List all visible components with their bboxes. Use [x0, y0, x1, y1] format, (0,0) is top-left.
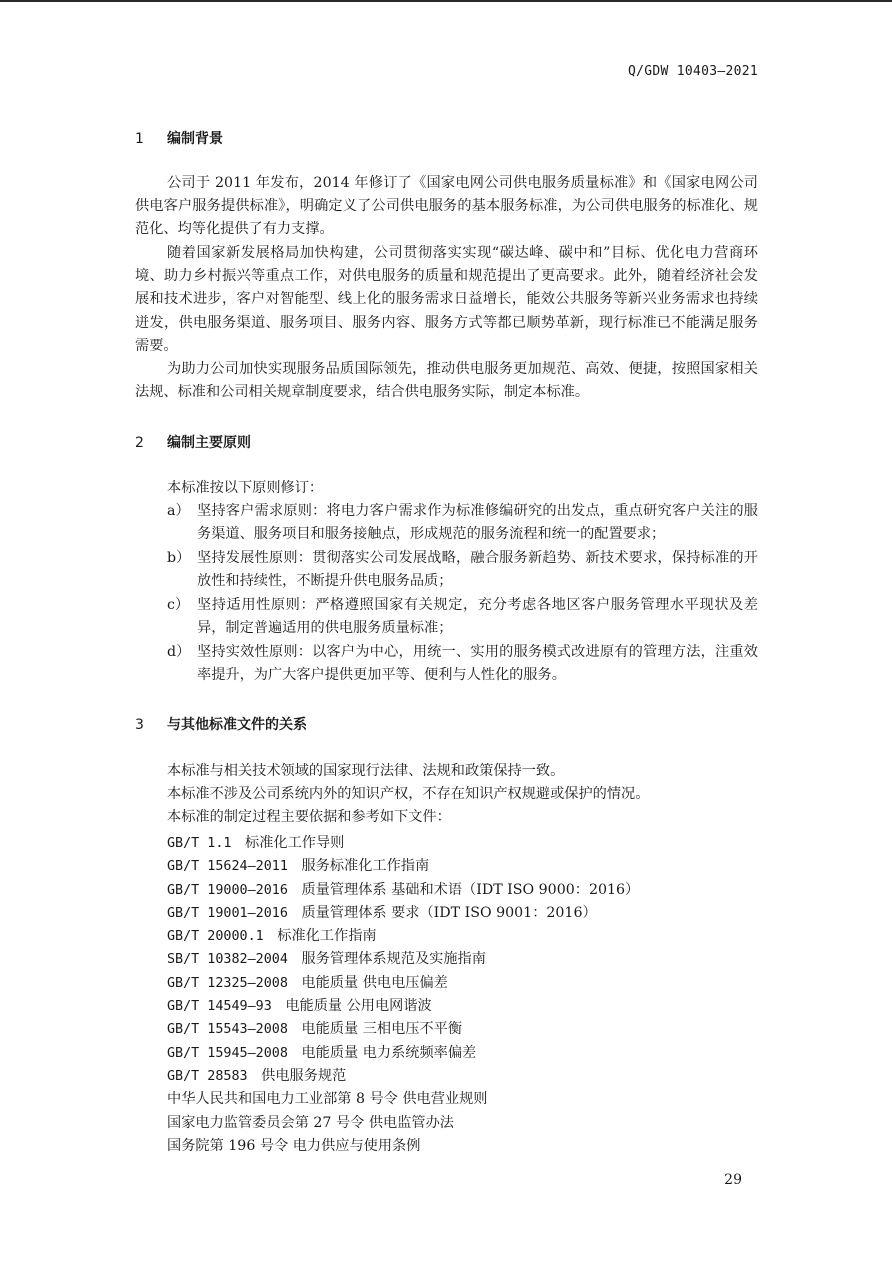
reference-code: GB/T 19001—2016 [167, 905, 288, 921]
reference-item [167, 1088, 639, 1111]
list-item-text: 坚持适用性原则：严格遵照国家有关规定，充分考虑各地区客户服务管理水平现状及差异，制定普遍适用的供电服务质量标准； [197, 597, 758, 637]
reference-code: GB/T 15624—2011 [167, 859, 288, 875]
list-item [167, 641, 758, 687]
section-title: 与其他标准文件的关系 [167, 717, 307, 733]
body-line: 本标准的制定过程主要依据和参考如下文件： [167, 809, 451, 825]
reference-code: GB/T 19000—2016 [167, 882, 288, 898]
reference-title: 电能质量 公用电网谐波 [285, 998, 432, 1015]
reference-code: GB/T 15945—2008 [167, 1045, 288, 1061]
reference-title: 标准化工作导则 [245, 835, 345, 851]
reference-title: 质量管理体系 基础和术语（IDT ISO 9000：2016） [301, 881, 640, 898]
list-item-text: 坚持实效性原则：以客户为中心，用统一、实用的服务模式改进原有的管理方法，注重效率提升，为广大客户提供更加平等、便利与人性化的服务。 [197, 644, 758, 684]
section-3-heading [135, 714, 307, 734]
list-item [167, 500, 758, 546]
section-number: 2 [135, 435, 144, 451]
paragraph: 随着国家新发展格局加快构建，公司贯彻落实实现“碳达峰、碳中和”目标、优化电力营商环境、助力乡村振兴等重点工作，对供电服务的质量和规范提出了更高要求。此外，随着经济社会发展和技术进步，客户对智能型、线上化的服务需求日益增长，能效公共服务等新兴业务需求也持续迸发，供电服务渠道、服务项目、服务内容、服务方式等都已顺势革新，现行标准已不能满足服务需要。 [135, 245, 758, 354]
body-line: 本标准不涉及公司系统内外的知识产权，不存在知识产权规避或保护的情况。 [167, 786, 650, 802]
section-number: 1 [135, 131, 144, 147]
section-number: 3 [135, 717, 144, 733]
reference-title: 服务标准化工作指南 [301, 858, 430, 875]
reference-title: 国家电力监管委员会第 27 号令 供电监管办法 [167, 1114, 454, 1131]
reference-title: 电能质量 电力系统频率偏差 [301, 1044, 477, 1061]
reference-item [167, 902, 639, 925]
reference-title: 国务院第 196 号令 电力供应与使用条例 [167, 1137, 421, 1154]
standard-code: Q/GDW 10403—2021 [627, 64, 758, 79]
reference-item [167, 1065, 639, 1088]
reference-title: 服务管理体系规范及实施指南 [301, 951, 486, 968]
reference-item [167, 1135, 639, 1158]
reference-item [167, 995, 639, 1018]
reference-title: 供电服务规范 [261, 1067, 347, 1084]
list-item-text: 坚持发展性原则：贯彻落实公司发展战略，融合服务新趋势、新技术要求，保持标准的开放性和持续性，不断提升供电服务品质； [197, 550, 758, 590]
reference-item [167, 832, 639, 855]
reference-item [167, 1018, 639, 1041]
reference-title: 标准化工作指南 [277, 928, 377, 945]
list-marker: b） [167, 550, 191, 566]
reference-item [167, 948, 639, 971]
reference-item [167, 1112, 639, 1135]
page-number: 29 [724, 1172, 742, 1188]
reference-list [167, 832, 639, 1158]
list-item-text: 坚持客户需求原则：将电力客户需求作为标准修编研究的出发点，重点研究客户关注的服务渠道、服务项目和服务接触点，形成规范的服务流程和统一的配置要求； [197, 503, 758, 543]
reference-title: 质量管理体系 要求（IDT ISO 9001：2016） [301, 904, 597, 921]
reference-code: GB/T 20000.1 [167, 929, 264, 945]
reference-item [167, 879, 639, 902]
list-item [167, 547, 758, 593]
reference-item [167, 972, 639, 995]
list-marker: a） [167, 503, 190, 519]
list-item [167, 594, 758, 640]
top-border-line [0, 0, 892, 2]
section-1-heading [135, 128, 223, 148]
reference-code: GB/T 14549—93 [167, 999, 272, 1015]
body-line: 本标准与相关技术领域的国家现行法律、法规和政策保持一致。 [167, 763, 565, 779]
paragraph: 公司于 2011 年发布，2014 年修订了《国家电网公司供电服务质量标准》和《国家电网公司供电客户服务提供标准》，明确定义了公司供电服务的基本服务标准，为公司供电服务的标准化、规范化、均等化提供了有力支撑。 [135, 175, 758, 238]
reference-title: 中华人民共和国电力工业部第 8 号令 供电营业规则 [167, 1091, 488, 1108]
section-2-heading [135, 432, 251, 452]
paragraph: 为助力公司加快实现服务品质国际领先，推动供电服务更加规范、高效、便捷，按照国家相关法规、标准和公司相关规章制度要求，结合供电服务实际，制定本标准。 [135, 361, 758, 401]
reference-code: GB/T 28583 [167, 1068, 248, 1084]
reference-code: GB/T 15543—2008 [167, 1022, 288, 1038]
list-marker: d） [167, 644, 191, 660]
reference-code: GB/T 1.1 [167, 836, 232, 851]
section-title: 编制背景 [167, 131, 223, 147]
reference-title: 电能质量 供电电压偏差 [301, 974, 448, 991]
section-title: 编制主要原则 [167, 435, 251, 451]
reference-title: 电能质量 三相电压不平衡 [301, 1021, 463, 1038]
reference-code: GB/T 12325—2008 [167, 975, 288, 991]
reference-code: SB/T 10382—2004 [167, 952, 288, 968]
list-intro: 本标准按以下原则修订： [167, 480, 324, 496]
reference-item [167, 925, 639, 948]
list-marker: c） [167, 597, 190, 613]
reference-item [167, 855, 639, 878]
reference-item [167, 1042, 639, 1065]
